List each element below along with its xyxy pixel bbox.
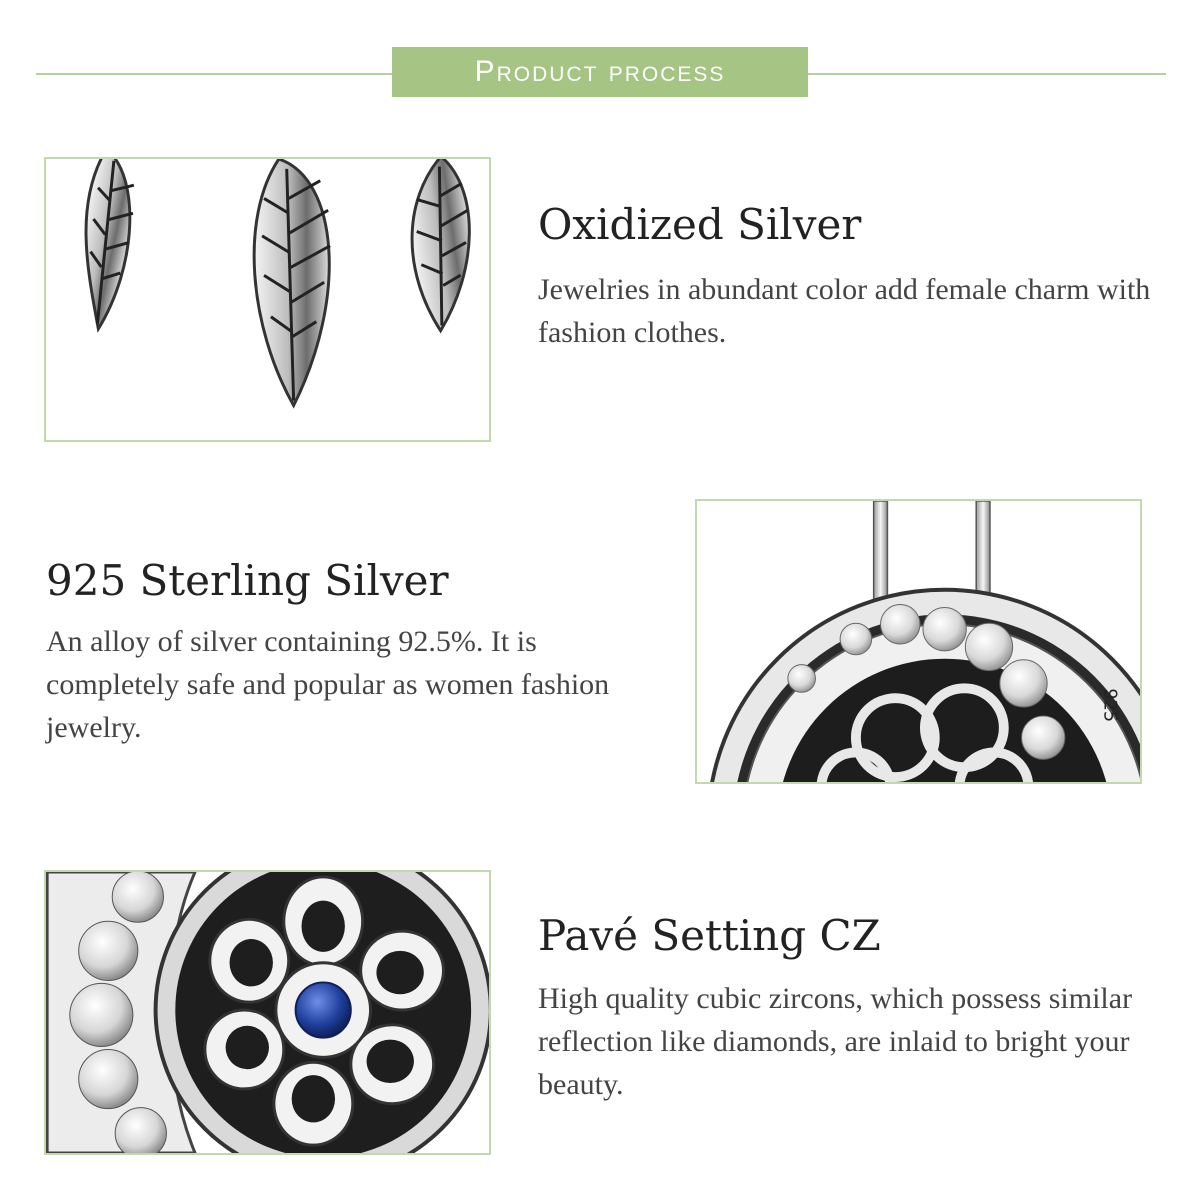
feature-title-sterling-silver: 925 Sterling Silver	[46, 556, 449, 605]
oxidized-silver-photo	[44, 157, 491, 442]
header-divider-right	[808, 73, 1166, 75]
silver-leaf-feathers-icon	[46, 159, 489, 440]
sterling-silver-photo	[695, 499, 1142, 784]
feature-description-sterling-silver: An alloy of silver containing 92.5%. It is completely safe and popular as women fashion jewelry.	[46, 625, 610, 744]
feature-description-pave-setting: High quality cubic zircons, which possess similar reflection like diamonds, are inlaid to bright your beauty.	[538, 982, 1133, 1101]
silver-charm-925-closeup-icon	[697, 501, 1140, 782]
header-divider-left	[36, 73, 392, 75]
feature-title-oxidized-silver: Oxidized Silver	[538, 200, 862, 249]
pave-setting-photo	[44, 870, 491, 1155]
feature-description-oxidized-silver: Jewelries in abundant color add female charm with fashion clothes.	[538, 273, 1151, 349]
svg-text:925: 925	[1099, 688, 1120, 723]
section-header: Product process	[392, 47, 808, 97]
cz-pave-flower-charm-icon	[46, 872, 489, 1153]
feature-title-pave-setting: Pavé Setting CZ	[538, 911, 881, 960]
